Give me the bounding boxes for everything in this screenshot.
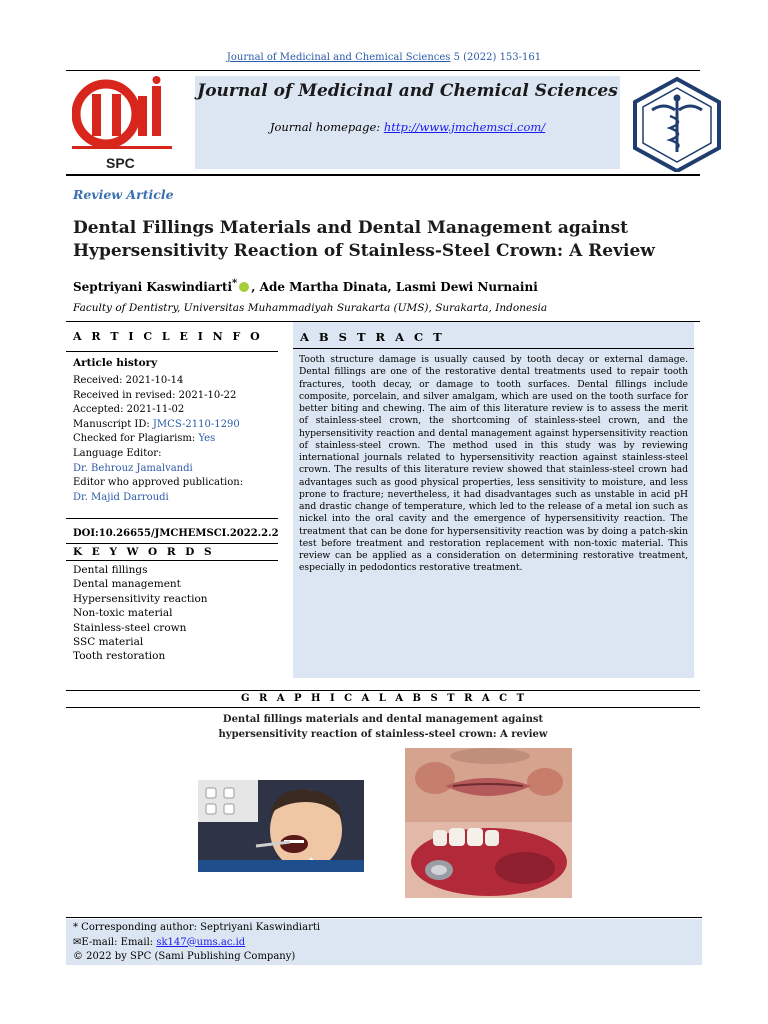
- header-bottom-rule: [66, 174, 700, 176]
- keyword-item: Stainless-steel crown: [73, 621, 187, 634]
- approver-name: Dr. Majid Darroudi: [73, 491, 169, 503]
- header-top-rule: [66, 70, 700, 71]
- abstract-heading-rule: [293, 348, 694, 349]
- journal-citation: [0, 52, 768, 63]
- spc-logo-text: SPC: [106, 155, 135, 171]
- keywords-top-rule: [66, 543, 278, 544]
- received-date: Received: 2021-10-14: [73, 375, 184, 386]
- article-history-title: Article history: [73, 357, 158, 369]
- doi[interactable]: DOI:10.26655/JMCHEMSCI.2022.2.2: [73, 528, 279, 539]
- graphical-abstract-caption-line: hypersensitivity reaction of stainless-steel crown: A review: [218, 729, 548, 740]
- language-editor-label: Language Editor:: [73, 447, 162, 459]
- journal-citation-link[interactable]: Journal of Medicinal and Chemical Sciences: [226, 52, 451, 63]
- keywords-heading-rule: [66, 560, 278, 561]
- graphical-abstract-heading-rule: [66, 707, 700, 708]
- keyword-item: Non-toxic material: [73, 607, 173, 620]
- corresponding-author-name: Septriyani Kaswindiarti: [73, 280, 233, 294]
- article-history: [73, 374, 278, 505]
- spc-logo: [72, 76, 174, 172]
- approver-label: Editor who approved publication:: [73, 477, 244, 489]
- journal-logo: [630, 76, 724, 172]
- keyword-item: Dental fillings: [73, 564, 148, 576]
- manuscript-id-value: JMCS-2110-1290: [152, 418, 240, 430]
- article-type: Review Article: [73, 187, 174, 202]
- graphical-abstract-caption-line: Dental fillings materials and dental management against: [222, 714, 544, 725]
- oral-cavity-photo: [405, 822, 572, 898]
- orcid-icon[interactable]: [239, 282, 249, 292]
- email-link[interactable]: sk147@ums.ac.id: [156, 936, 246, 948]
- keyword-item: Tooth restoration: [73, 650, 166, 663]
- manuscript-id: Manuscript ID: JMCS-2110-1290: [73, 418, 240, 430]
- journal-title: Journal of Medicinal and Chemical Sciences: [197, 81, 618, 101]
- journal-homepage: [195, 120, 620, 134]
- accepted-date: Accepted: 2021-11-02: [73, 404, 185, 416]
- lip-reaction-photo: [405, 748, 572, 822]
- plagiarism-check: Checked for Plagiarism: Yes: [73, 433, 216, 445]
- keywords-list: [73, 563, 278, 664]
- footer-notes: [73, 921, 320, 965]
- language-editor-name: Dr. Behrouz Jamalvandi: [73, 462, 193, 474]
- plagiarism-check-value: Yes: [198, 433, 216, 445]
- revised-date: Received in revised: 2021-10-22: [73, 389, 237, 401]
- corresponding-author-mark: *: [232, 278, 238, 289]
- paper-title: Dental Fillings Materials and Dental Management against Hypersensitivity Reaction of Stainless-Steel Crown: A Review: [73, 218, 655, 261]
- keyword-item: Hypersensitivity reaction: [73, 592, 208, 605]
- co-author-names: , Ade Martha Dinata, Lasmi Dewi Nurnaini: [251, 280, 538, 294]
- email-line: [73, 936, 320, 951]
- copyright-note: © 2022 by SPC (Sami Publishing Company): [73, 951, 296, 962]
- abstract-text: Tooth structure damage is usually caused by tooth decay or external damage. Dental fillings are one of the restorative dental treatments used to repair tooth fractures, tooth decay, or damage to tooth surfaces. Dental fillings include composite, porcelain, and silver amalgam, which are used on the tooth surface for better biting and chewing. The aim of this literature review is to assess the merit of stainless-steel crown, the shortcoming of stainless-steel crown, and the hypersensitivity reaction and dental management against hypersensitivity reaction of stainless-steel crown. The method used in this study was by reviewing international journals related to hypersensitivity reaction against stainless-steel crown. The results of this literature review showed that stainless-steel crown had advantages such as good physical properties, less sensitivity to moisture, and less prone to fracture; nevertheless, it had disadvantages such as unstable in acid pH and drastic change of temperature, which led to the release of a metal ion such as nickel into the oral cavity and the emergence of hypersensitivity reaction. The treatment that can be done for hypersensitivity reaction was by doing a patch-skin test before treatment and restoration replacement with non-toxic material. This review can be applied as a consideration on determining restorative treatment, especially in pedodontics restorative treatment.: [299, 354, 688, 574]
- footer-rule: [66, 917, 702, 918]
- journal-homepage-label: Journal homepage:: [269, 120, 384, 134]
- journal-citation-volume: 5 (2022) 153-161: [450, 52, 542, 63]
- author-affiliation: Faculty of Dentistry, Universitas Muhammadiyah Surakarta (UMS), Surakarta, Indonesia: [73, 302, 548, 314]
- keyword-item: Dental management: [73, 578, 181, 591]
- article-info-heading: A R T I C L E I N F O: [73, 330, 263, 343]
- keyword-item: SSC material: [73, 636, 144, 649]
- envelope-icon: ✉: [73, 936, 82, 948]
- doi-top-rule: [66, 518, 278, 519]
- article-info-rule: [66, 351, 278, 352]
- corresponding-author-note: * Corresponding author: Septriyani Kaswindiarti: [73, 922, 321, 933]
- author-list: [73, 278, 538, 294]
- graphical-abstract-heading: G R A P H I C A L A B S T R A C T: [240, 693, 528, 704]
- keywords-heading: K E Y W O R D S: [73, 546, 215, 558]
- email-label: E-mail: Email:: [81, 936, 157, 948]
- graphical-abstract-caption: [193, 712, 573, 742]
- dental-treatment-illustration: [198, 780, 364, 872]
- journal-homepage-link[interactable]: http://www.jmchemsci.com/: [383, 120, 546, 134]
- graphical-abstract-top-rule: [66, 690, 700, 691]
- abstract-heading: A B S T R A C T: [300, 330, 445, 344]
